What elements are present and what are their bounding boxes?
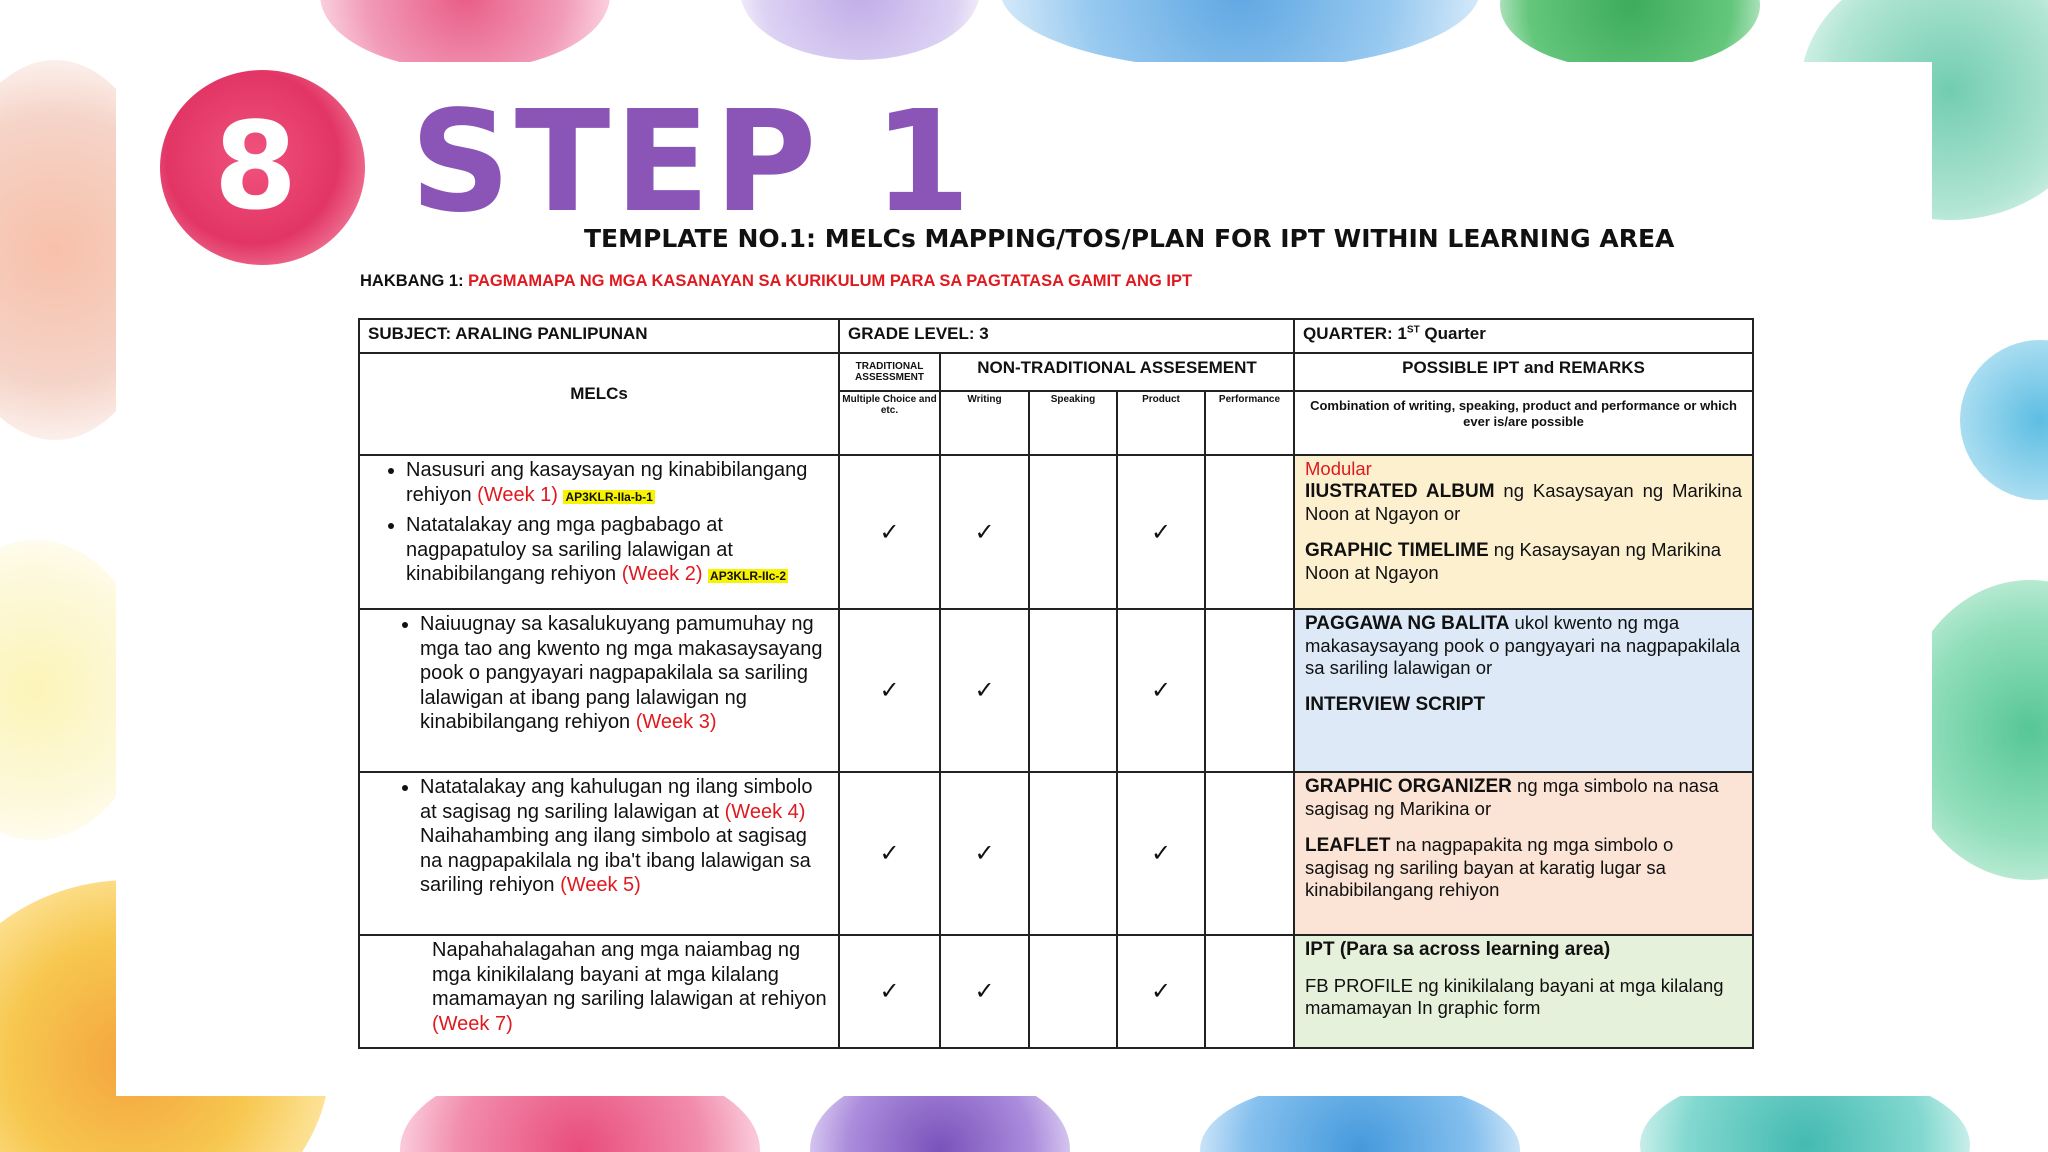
table-row: [359, 772, 1753, 935]
ipt-name: GRAPHIC ORGANIZER: [1305, 776, 1512, 797]
template-title: TEMPLATE NO.1: MELCs MAPPING/TOS/PLAN FOR IPT WITHIN LEARNING AREA: [584, 224, 1675, 253]
traditional-header: TRADITIONAL ASSESSMENT: [839, 353, 940, 391]
ipt-remarks-cell: [1294, 772, 1753, 935]
ipt-name: PAGGAWA NG BALITA: [1305, 613, 1510, 634]
table-row: [359, 353, 1753, 391]
sub-writing: Writing: [940, 391, 1029, 455]
remarks-subheader: Combination of writing, speaking, product and performance or which ever is/are possible: [1294, 391, 1753, 455]
ipt-remarks-cell: [1294, 455, 1753, 609]
sub-product: Product: [1117, 391, 1205, 455]
ipt-remarks-cell: [1294, 935, 1753, 1048]
check-mark: ✓: [940, 772, 1029, 935]
ipt-name: LEAFLET: [1305, 835, 1391, 856]
quarter-cell: [1294, 319, 1753, 353]
quarter-sup: ST: [1406, 324, 1420, 336]
check-mark: ✓: [839, 935, 940, 1048]
melc-text: Naiuugnay sa kasalukuyang pamumuhay ng mga tao ang kwento ng mga makasaysayang pook o pangyayari nagpapakilala sa sariling lalawigan at ibang pang lalawigan ng kinabibilangang rehiyon: [420, 613, 823, 733]
week-label: (Week 7): [432, 1012, 513, 1035]
check-mark: ✓: [839, 455, 940, 609]
list-item: [432, 938, 828, 1036]
table-row: [359, 455, 1753, 609]
grade-level-cell: GRADE LEVEL: 3: [839, 319, 1294, 353]
table-row: [359, 319, 1753, 353]
watercolor-blob: [1000, 0, 1480, 70]
ipt-text: ukol kwento ng mga makasaysayang pook o pangyayari na nagpapakilala sa sariling lalawigan or: [1305, 612, 1741, 678]
melc-text: Natatalakay ang kahulugan ng ilang simbolo at sagisag ng sariling lalawigan at: [420, 776, 813, 823]
list-item: [420, 612, 828, 735]
empty-cell: [1029, 935, 1117, 1048]
sub-speaking: Speaking: [1029, 391, 1117, 455]
melc-cell: [359, 609, 839, 772]
table-row: [359, 935, 1753, 1048]
ipt-name: IlUSTRATED ALBUM: [1305, 481, 1495, 502]
week-label: (Week 1): [477, 483, 558, 506]
hakbang-label: HAKBANG 1:: [360, 272, 469, 290]
step-number: 8: [213, 98, 298, 237]
check-mark: ✓: [1117, 455, 1205, 609]
sub-performance: Performance: [1205, 391, 1294, 455]
watercolor-blob: [1960, 340, 2048, 500]
ipt-text: na nagpapakita ng mga simbolo o sagisag ng sariling bayan at karatig lugar sa kinabibilangang rehiyon: [1305, 834, 1674, 900]
list-item: [420, 775, 828, 898]
melc-code: AP3KLR-IIa-b-1: [565, 489, 653, 504]
modular-label: Modular: [1305, 458, 1372, 479]
melc-text: Natatalakay ang mga pagbabago at nagpapatuloy sa sariling lalawigan at kinabibilangang rehiyon: [406, 514, 733, 585]
subject-cell: SUBJECT: ARALING PANLIPUNAN: [359, 319, 839, 353]
ipt-remarks-cell: [1294, 609, 1753, 772]
quarter-suffix: Quarter: [1419, 324, 1486, 343]
check-mark: ✓: [940, 609, 1029, 772]
empty-cell: [1029, 455, 1117, 609]
watercolor-blob: [740, 0, 980, 60]
ipt-header: POSSIBLE IPT and REMARKS: [1294, 353, 1753, 391]
empty-cell: [1205, 455, 1294, 609]
check-mark: ✓: [940, 455, 1029, 609]
watercolor-blob: [320, 0, 610, 70]
ipt-text: ng mga simbolo na nasa sagisag ng Marikina or: [1305, 775, 1719, 819]
melc-text: Naihahambing ang ilang simbolo at sagisag na nagpapakilala ng iba't ibang lalawigan sa sariling rehiyon: [420, 825, 811, 896]
melc-cell: [359, 772, 839, 935]
week-label: (Week 4): [724, 800, 806, 823]
ipt-name: INTERVIEW SCRIPT: [1305, 694, 1486, 715]
watercolor-blob: [1500, 0, 1760, 70]
week-label: (Week 2): [621, 563, 703, 585]
ipt-text: ng Kasaysayan ng Marikina Noon at Ngayon: [1305, 539, 1722, 583]
check-mark: ✓: [1117, 935, 1205, 1048]
ipt-name: GRAPHIC TIMELIME: [1305, 540, 1489, 561]
ipt-name: IPT (Para sa across learning area): [1305, 939, 1611, 960]
melcs-header: MELCs: [359, 353, 839, 455]
empty-cell: [1205, 609, 1294, 772]
check-mark: ✓: [1117, 609, 1205, 772]
check-mark: ✓: [940, 935, 1029, 1048]
table-row: [359, 609, 1753, 772]
quarter-label: QUARTER: 1: [1303, 324, 1407, 343]
melc-text: Napahahalagahan ang mga naiambag ng mga kinikilalang bayani at mga kilalang mamamayan ng sariling lalawigan at rehiyon: [432, 939, 827, 1010]
melc-cell: [359, 455, 839, 609]
nontraditional-header: NON-TRADITIONAL ASSESEMENT: [940, 353, 1294, 391]
empty-cell: [1029, 609, 1117, 772]
list-item: [406, 513, 828, 589]
check-mark: ✓: [839, 772, 940, 935]
empty-cell: [1205, 935, 1294, 1048]
hakbang-text: PAGMAMAPA NG MGA KASANAYAN SA KURIKULUM PARA SA PAGTATASA GAMIT ANG IPT: [468, 272, 1193, 290]
melcs-mapping-table: [358, 318, 1754, 1049]
week-label: (Week 3): [635, 711, 717, 733]
melc-cell: [359, 935, 839, 1048]
check-mark: ✓: [1117, 772, 1205, 935]
list-item: [406, 458, 828, 509]
empty-cell: [1205, 772, 1294, 935]
melc-text: Nasusuri ang kasaysayan ng kinabibilangang rehiyon: [406, 459, 808, 506]
hakbang-line: [360, 272, 1192, 291]
check-mark: ✓: [839, 609, 940, 772]
sub-multiple-choice: Multiple Choice and etc.: [839, 391, 940, 455]
week-label: (Week 5): [560, 874, 641, 896]
ipt-text: ng Kasaysayan ng Marikina Noon at Ngayon or: [1305, 480, 1742, 524]
ipt-text: FB PROFILE ng kinikilalang bayani at mga kilalang mamamayan In graphic form: [1305, 975, 1724, 1018]
empty-cell: [1029, 772, 1117, 935]
step-number-badge: [160, 70, 365, 265]
melc-code: AP3KLR-IIc-2: [710, 569, 787, 583]
step-title: STEP 1: [410, 81, 975, 244]
